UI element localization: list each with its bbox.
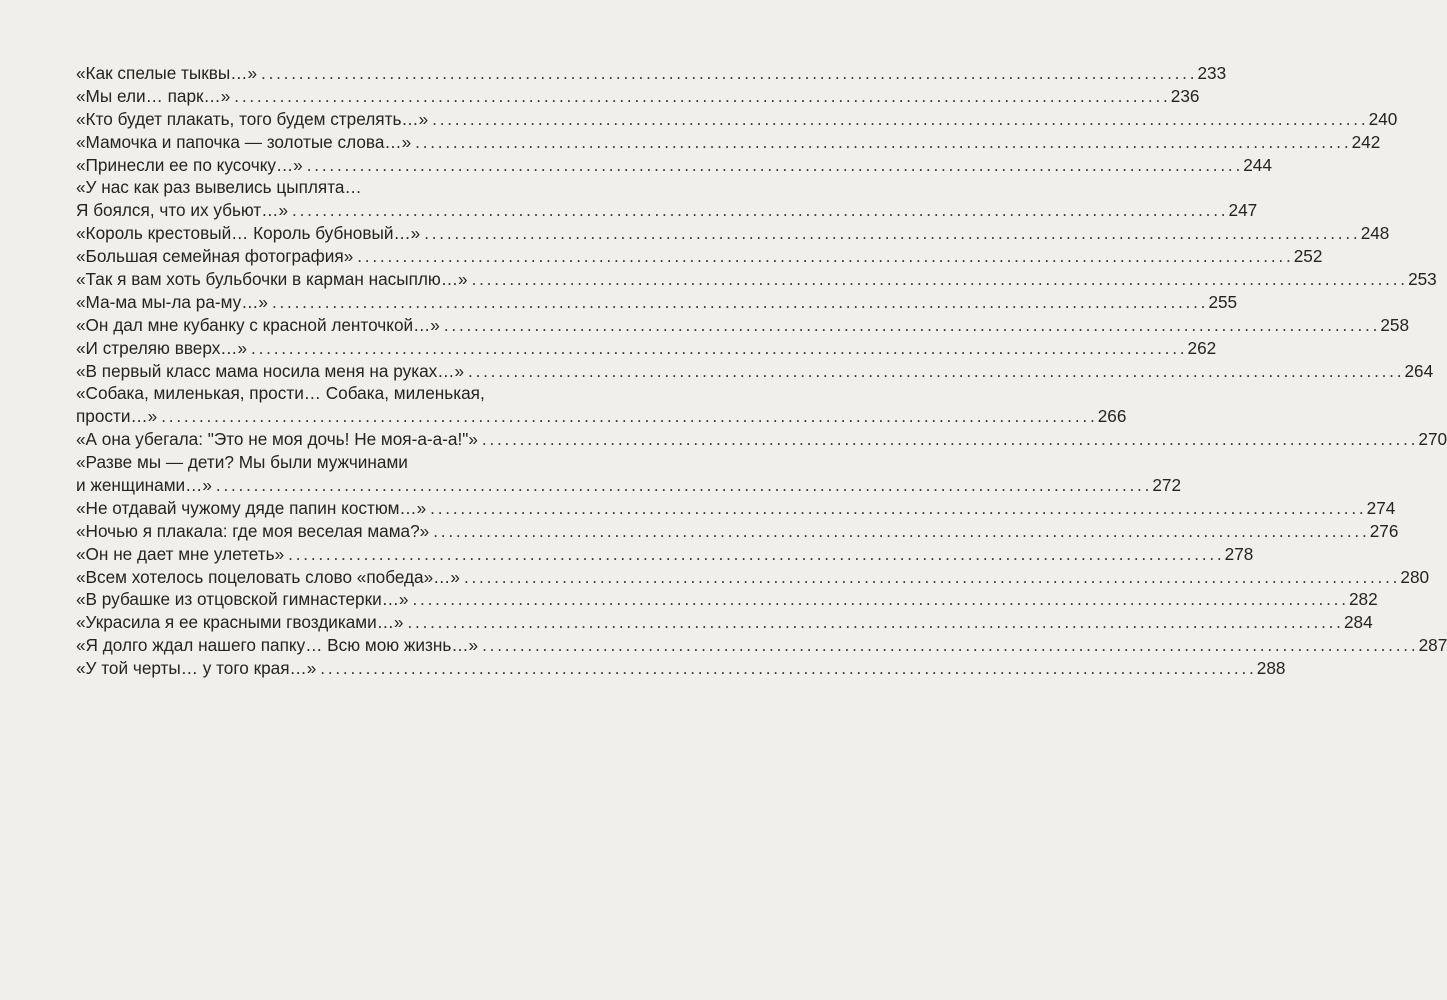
toc-entry-title: «Он дал мне кубанку с красной ленточкой…» [76, 314, 440, 335]
toc-entry [76, 154, 1272, 177]
toc-entry-title: «Мамочка и папочка — золотые слова…» [76, 131, 412, 152]
toc-leader-dots [433, 520, 1365, 543]
toc-entry-title: «Большая семейная фотография» [76, 246, 354, 267]
toc-entry-page: 262 [1187, 337, 1217, 358]
toc-entry [76, 611, 1373, 634]
toc-entry-title: прости…» [76, 406, 158, 427]
toc-entry [76, 314, 1410, 337]
toc-entry-title: «И стреляю вверх…» [76, 337, 248, 358]
toc-entry-page: 278 [1224, 543, 1254, 564]
toc-entry [76, 451, 538, 474]
toc-leader-dots [413, 588, 1345, 611]
toc-entry-title: «В первый класс мама носила меня на руках…» [76, 360, 465, 381]
toc-entry-title: «Собака, миленькая, прости… Собака, миленькая, [76, 383, 485, 404]
toc-entry [76, 428, 1447, 451]
toc-leader-dots [288, 543, 1220, 566]
toc-entry-page: 233 [1197, 63, 1227, 83]
toc-entry-page: 244 [1243, 154, 1272, 175]
toc-entry-title: «Разве мы — дети? Мы были мужчинами [76, 452, 408, 473]
toc-leader-dots [432, 108, 1364, 131]
toc-entry [76, 85, 1200, 108]
toc-entry [76, 245, 1323, 268]
table-of-contents [76, 62, 1447, 680]
toc-entry-title: «А она убегала: "Это не моя дочь! Не моя-а-а-а!"» [76, 429, 478, 450]
toc-entry [76, 268, 1437, 291]
toc-entry [76, 497, 1396, 520]
toc-entry [76, 474, 1182, 497]
toc-entry [76, 176, 538, 199]
toc-leader-dots [430, 497, 1362, 520]
toc-entry-title: «Король крестовый… Король бубновый…» [76, 223, 421, 244]
toc-entry [76, 291, 1238, 314]
toc-entry-page: 284 [1343, 612, 1373, 633]
toc-entry-page: 280 [1400, 566, 1430, 587]
toc-leader-dots [415, 131, 1347, 154]
toc-entry-page: 240 [1368, 108, 1398, 129]
toc-leader-dots [472, 268, 1404, 291]
toc-entry-title: «Всем хотелось поцеловать слово «победа»…» [76, 566, 460, 587]
toc-entry-page: 276 [1369, 520, 1399, 541]
toc-entry-title: «У той черты… у того края…» [76, 658, 317, 679]
toc-leader-dots [424, 222, 1356, 245]
toc-entry-page: 248 [1360, 223, 1390, 244]
toc-leader-dots [482, 634, 1414, 657]
toc-entry-title: «Мы ели… парк…» [76, 85, 231, 106]
toc-leader-dots [320, 657, 1252, 680]
toc-leader-dots [234, 85, 1166, 108]
toc-entry-page: 270 [1418, 429, 1447, 450]
toc-entry-title: «Кто будет плакать, того будем стрелять…» [76, 108, 429, 129]
toc-entry-title: «Не отдавай чужому дяде папин костюм…» [76, 497, 427, 518]
toc-entry-title: «Он не дает мне улететь» [76, 543, 285, 564]
toc-entry-page: 266 [1097, 406, 1127, 427]
toc-entry [76, 222, 1390, 245]
toc-entry-title: «У нас как раз вывелись цыплята… [76, 177, 362, 198]
toc-entry-title: «Украсила я ее красными гвоздиками…» [76, 612, 404, 633]
toc-entry-page: 247 [1228, 200, 1258, 221]
toc-entry-page: 272 [1152, 475, 1182, 496]
toc-leader-dots [482, 428, 1414, 451]
toc-entry-page: 258 [1380, 314, 1410, 335]
toc-entry [76, 634, 1447, 657]
toc-entry-page: 253 [1408, 269, 1437, 290]
toc-entry-page: 242 [1351, 131, 1381, 152]
toc-leader-dots [307, 154, 1239, 177]
toc-leader-dots [272, 291, 1204, 314]
toc-entry-title: Я боялся, что их убьют…» [76, 200, 289, 221]
toc-entry-page: 288 [1256, 658, 1286, 679]
toc-entry [76, 108, 1398, 131]
toc-entry-page: 282 [1348, 589, 1378, 610]
toc-leader-dots [468, 360, 1400, 383]
toc-entry [76, 543, 1254, 566]
toc-entry-page: 264 [1404, 360, 1434, 381]
toc-entry-title: и женщинами…» [76, 475, 212, 496]
toc-entry [76, 566, 1430, 589]
toc-entry-title: «Как спелые тыквы…» [76, 63, 258, 83]
toc-entry [76, 131, 1381, 154]
toc-entry [76, 199, 1258, 222]
toc-entry-title: «Принесли ее по кусочку…» [76, 154, 303, 175]
toc-entry-title: «Я долго ждал нашего папку… Всю мою жизнь…» [76, 635, 479, 656]
toc-leader-dots [464, 566, 1396, 589]
toc-leader-dots [161, 405, 1093, 428]
toc-entry [76, 337, 1217, 360]
toc-entry [76, 520, 1399, 543]
toc-entry [76, 360, 1434, 383]
toc-entry [76, 405, 1127, 428]
toc-entry-page: 255 [1208, 291, 1238, 312]
toc-leader-dots [444, 314, 1376, 337]
toc-entry [76, 588, 1378, 611]
toc-entry-title: «Ма-ма мы-ла ра-му…» [76, 291, 268, 312]
toc-leader-dots [261, 62, 1193, 85]
toc-entry [76, 62, 1227, 85]
toc-entry [76, 657, 1286, 680]
toc-entry-page: 252 [1293, 246, 1323, 267]
toc-leader-dots [357, 245, 1289, 268]
toc-entry [76, 382, 538, 405]
toc-entry-page: 236 [1170, 85, 1200, 106]
toc-leader-dots [251, 337, 1183, 360]
toc-entry-title: «Ночью я плакала: где моя веселая мама?» [76, 520, 430, 541]
toc-entry-page: 287 [1418, 635, 1447, 656]
toc-entry-page: 274 [1366, 497, 1396, 518]
toc-leader-dots [216, 474, 1148, 497]
toc-entry-title: «Так я вам хоть бульбочки в карман насыплю…» [76, 269, 468, 290]
toc-leader-dots [407, 611, 1339, 634]
toc-entry-title: «В рубашке из отцовской гимнастерки…» [76, 589, 409, 610]
toc-leader-dots [292, 199, 1224, 222]
